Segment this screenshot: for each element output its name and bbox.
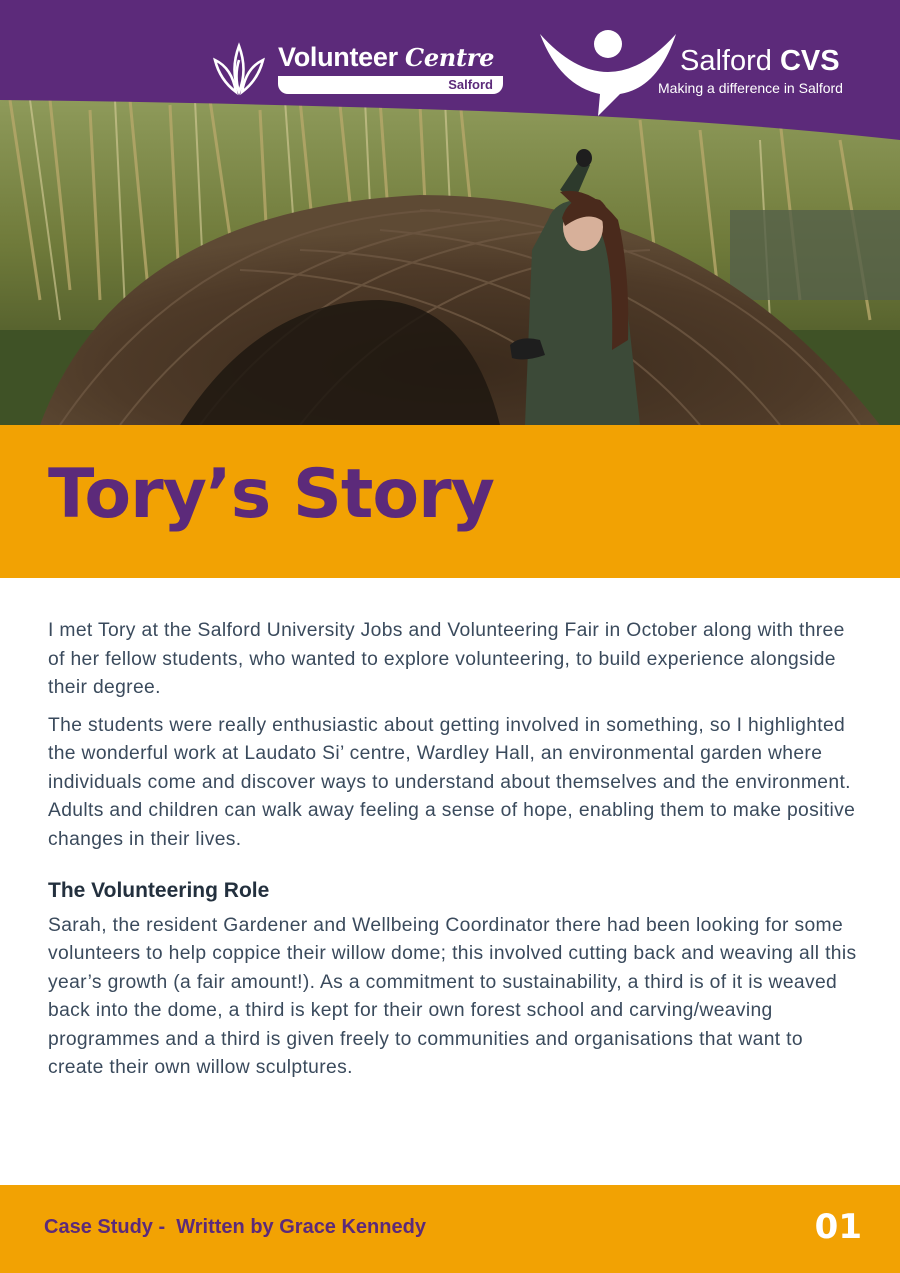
paragraph-laudato: The students were really enthusiastic about getting involved in something, so I highlighted the wonderful work at Laudato Si’ centre, Wardley Hall, an environmental garden where individuals come and discover ways to understand about themselves and the environment. Adults and children can walk away feeling a sense of hope, enabling them to make positive changes in their lives. bbox=[48, 714, 856, 850]
section-heading: The Volunteering Role bbox=[48, 879, 270, 902]
volunteer-centre-title: Volunteer Centre bbox=[278, 42, 495, 72]
hero-photo bbox=[0, 100, 900, 425]
paragraph-role: Sarah, the resident Gardener and Wellbeing Coordinator there had been looking for some volunteers to help coppice their willow dome; this involved cutting back and weaving all this year’s growth (a fair amount!). As a commitment to sustainability, a third is of it is weaved back into the dome, a third is kept for their own forest school and carving/weaving programmes and a third is given freely to communities and organisations that want to create their own willow sculptures. bbox=[48, 914, 857, 1078]
salford-cvs-figure-icon[interactable] bbox=[538, 28, 678, 116]
page-title: Tory’s Story bbox=[48, 455, 494, 534]
article-body bbox=[48, 617, 860, 1092]
volunteer-centre-subtitle-pill bbox=[278, 76, 503, 94]
paragraph-intro: I met Tory at the Salford University Jobs and Volunteering Fair in October along with three of her fellow students, who wanted to explore volunteering, to build experience alongside their degree. bbox=[48, 620, 845, 698]
salford-cvs-tagline: Making a difference in Salford bbox=[658, 80, 843, 96]
footer-credit: Case Study - Written by Grace Kennedy bbox=[44, 1216, 426, 1238]
volunteer-centre-subtitle: Salford bbox=[448, 77, 493, 92]
page-footer bbox=[0, 1185, 900, 1273]
volunteer-centre-logo[interactable] bbox=[212, 38, 507, 100]
leaves-icon bbox=[212, 42, 266, 96]
photo-willow-dome-volunteer-icon bbox=[0, 100, 900, 425]
page-number: 01 bbox=[814, 1207, 862, 1247]
site-header bbox=[0, 0, 900, 140]
salford-cvs-title: Salford CVS bbox=[680, 45, 840, 77]
